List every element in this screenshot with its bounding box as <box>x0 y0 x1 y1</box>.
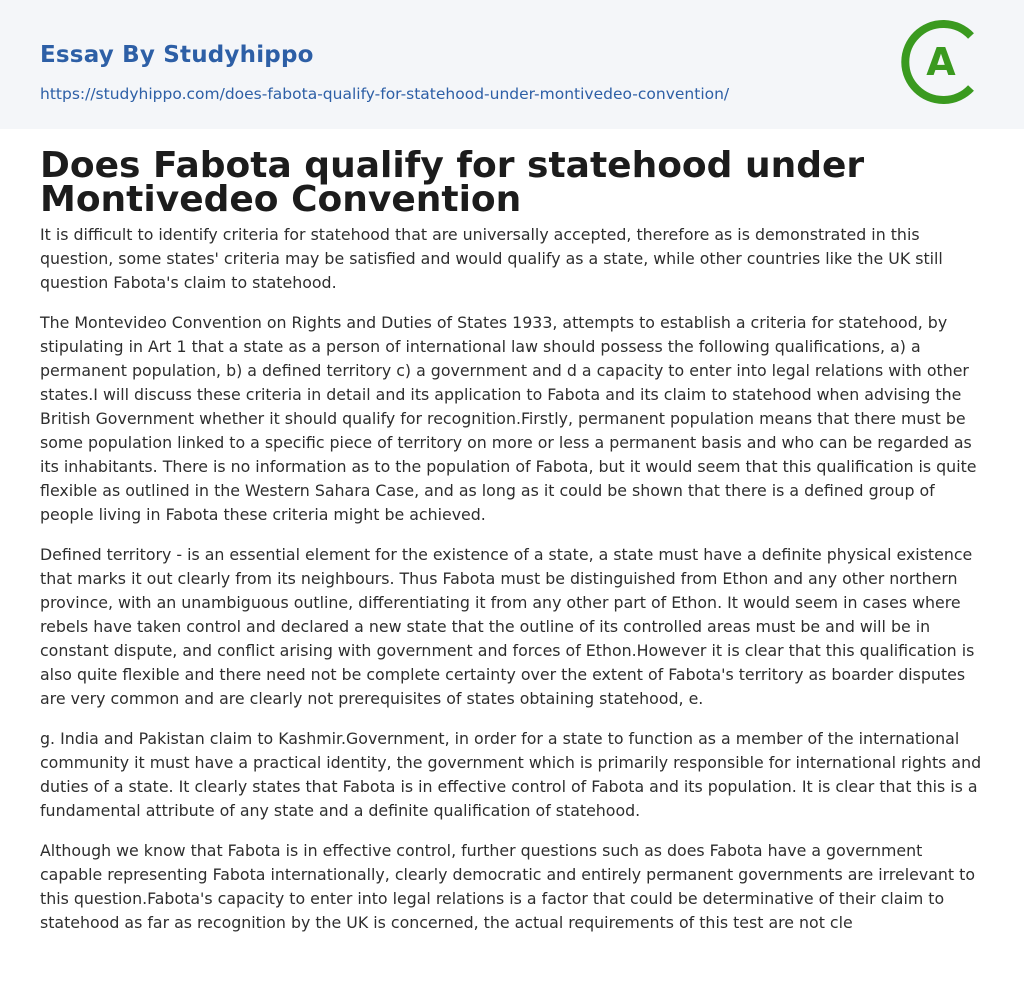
logo-icon <box>898 19 984 105</box>
studyhippo-logo[interactable] <box>898 19 984 105</box>
article-title: Does Fabota qualify for statehood under Montivedeo Convention <box>40 145 865 220</box>
paragraph-1: It is difficult to identify criteria for statehood that are universally accepted, therefore as is demonstrated in this question, some states' criteria may be satisfied and would qualify as a state, while other countries like the UK still question Fabota's claim to statehood. <box>40 225 943 292</box>
paragraph-4: g. India and Pakistan claim to Kashmir.Government, in order for a state to function as a member of the international community it must have a practical identity, the government which is primarily responsible for international rights and duties of a state. It clearly states that Fabota is in effective control of Fabota and its population. It is clear that this is a fundamental attribute of any state and a definite qualification of statehood. <box>40 729 982 820</box>
site-header <box>0 0 1024 129</box>
paragraph-2: The Montevideo Convention on Rights and Duties of States 1933, attempts to establish a criteria for statehood, by stipulating in Art 1 that a state as a person of international law should possess the following qualifications, a) a permanent population, b) a defined territory c) a government and d a capacity to enter into legal relations with other states.I will discuss these criteria in detail and its application to Fabota and its claim to statehood when advising the British Government whether it should qualify for recognition.Firstly, permanent population means that there must be some population linked to a specific piece of territory on more or less a permanent basis and who can be regarded as its inhabitants. There is no information as to the population of Fabota, but it would seem that this qualification is quite flexible as outlined in the Western Sahara Case, and as long as it could be shown that there is a defined group of people living in Fabota these criteria might be achieved. <box>40 313 977 524</box>
paragraph-5: Although we know that Fabota is in effective control, further questions such as does Fabota have a government capable representing Fabota internationally, clearly democratic and entirely permanent governments are irrelevant to this question.Fabota's capacity to enter into legal relations is a factor that could be determinative of their claim to statehood as far as recognition by the UK is concerned, the actual requirements of this test are not cle <box>40 841 975 932</box>
paragraph-3: Defined territory - is an essential element for the existence of a state, a state must have a definite physical existence that marks it out clearly from its neighbours. Thus Fabota must be distinguished from Ethon and any other northern province, with an unambiguous outline, differentiating it from any other part of Ethon. It would seem in cases where rebels have taken control and declared a new state that the outline of its controlled areas must be and will be in constant dispute, and conflict arising with government and forces of Ethon.However it is clear that this qualification is also quite flexible and there need not be complete certainty over the extent of Fabota's territory as boarder disputes are very common and are clearly not prerequisites of states obtaining statehood, e. <box>40 545 975 708</box>
article-url[interactable]: https://studyhippo.com/does-fabota-qualify-for-statehood-under-montivedeo-convention/ <box>40 85 730 103</box>
logo-letter: A <box>926 40 956 84</box>
article <box>0 129 1024 935</box>
site-brand[interactable]: Essay By Studyhippo <box>40 42 314 68</box>
